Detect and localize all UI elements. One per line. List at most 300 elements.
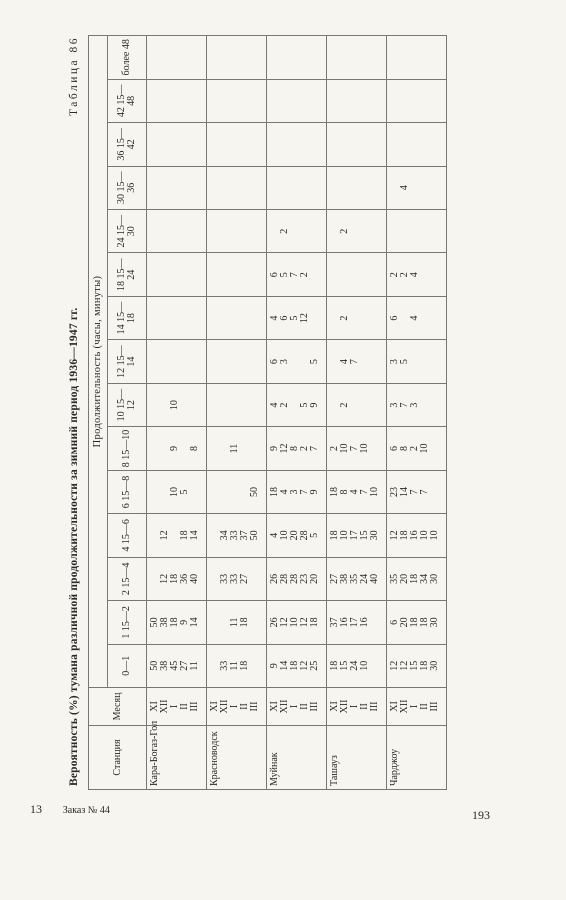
probability-value: 2: [399, 272, 410, 278]
probability-value: [150, 253, 160, 295]
probability-value: [250, 384, 260, 426]
value-cell: [207, 166, 267, 209]
probability-value: [220, 340, 230, 382]
month-label: II: [419, 703, 430, 710]
month-list: [267, 688, 327, 726]
probability-value: 6: [389, 315, 400, 321]
probability-value: 20: [399, 617, 410, 628]
probability-value: [150, 471, 160, 513]
footer-left: [30, 802, 110, 817]
probability-value: 12: [389, 660, 400, 671]
probability-value: [300, 36, 310, 79]
probability-value: [350, 210, 360, 252]
probability-value: [180, 167, 190, 209]
probability-value: [220, 167, 230, 209]
probability-value: [290, 36, 300, 79]
probability-value: [230, 340, 240, 382]
probability-value: 10: [279, 530, 290, 541]
value-cell: [267, 514, 327, 557]
probability-value: 17: [349, 617, 360, 628]
probability-value: 33: [229, 530, 240, 541]
probability-value: 18: [239, 660, 250, 671]
value-cell: [207, 514, 267, 557]
probability-value: [420, 297, 430, 339]
probability-value: [410, 167, 420, 209]
probability-value: [230, 384, 240, 426]
probability-value: [430, 80, 440, 122]
month-label: XII: [399, 699, 410, 714]
probability-value: [220, 297, 230, 339]
duration-column-header: 36 15—42: [108, 123, 147, 166]
probability-value: [190, 123, 200, 165]
duration-column-header: 0—1: [108, 644, 147, 687]
month-label: I: [169, 704, 180, 709]
probability-value: [180, 340, 190, 382]
probability-value: [230, 297, 240, 339]
probability-value: 3: [389, 402, 400, 408]
month-label: III: [249, 701, 260, 712]
probability-value: 16: [339, 617, 350, 628]
probability-value: [310, 80, 320, 122]
month-label: XII: [159, 699, 170, 714]
duration-column-header: 6 15—8: [108, 470, 147, 513]
probability-value: 4: [409, 315, 420, 321]
value-cell: [327, 340, 387, 383]
probability-value: 18: [179, 530, 190, 541]
value-cell: [207, 340, 267, 383]
probability-value: [250, 36, 260, 79]
probability-value: [220, 384, 230, 426]
probability-value: 12: [279, 617, 290, 628]
table-row: [207, 36, 267, 790]
probability-value: [330, 80, 340, 122]
probability-value: 2: [329, 446, 340, 452]
probability-value: 12: [399, 660, 410, 671]
probability-value: [170, 297, 180, 339]
probability-value: [240, 427, 250, 469]
probability-value: [180, 210, 190, 252]
value-cell: [267, 296, 327, 339]
probability-value: 8: [189, 446, 200, 452]
probability-value: 11: [229, 617, 240, 628]
duration-column-header: более 48: [108, 36, 147, 80]
probability-value: 11: [229, 443, 240, 454]
probability-value: 14: [189, 530, 200, 541]
value-cell: [147, 427, 207, 470]
probability-value: 4: [269, 315, 280, 321]
probability-value: 34: [219, 530, 230, 541]
probability-value: 10: [369, 486, 380, 497]
probability-value: [230, 36, 240, 79]
month-label: I: [349, 704, 360, 709]
probability-value: [420, 253, 430, 295]
probability-value: 16: [409, 530, 420, 541]
value-cell: [327, 383, 387, 426]
probability-value: [430, 36, 440, 79]
probability-value: [190, 253, 200, 295]
probability-value: [360, 253, 370, 295]
probability-value: 7: [349, 446, 360, 452]
probability-value: [310, 36, 320, 79]
probability-value: [310, 253, 320, 295]
probability-value: [360, 340, 370, 382]
probability-value: [340, 123, 350, 165]
probability-value: [170, 123, 180, 165]
probability-value: 18: [329, 660, 340, 671]
probability-value: [350, 167, 360, 209]
probability-value: 38: [339, 573, 350, 584]
probability-value: [180, 297, 190, 339]
value-cell: [327, 79, 387, 122]
probability-value: [220, 471, 230, 513]
probability-value: 12: [299, 313, 310, 324]
probability-value: [370, 210, 380, 252]
probability-value: [370, 80, 380, 122]
probability-value: 40: [189, 573, 200, 584]
month-label: XI: [389, 701, 400, 712]
probability-value: [420, 340, 430, 382]
probability-value: [400, 36, 410, 79]
value-cell: [147, 644, 207, 687]
month-label: XII: [219, 699, 230, 714]
month-label: II: [239, 703, 250, 710]
probability-value: [390, 123, 400, 165]
probability-value: 18: [269, 486, 280, 497]
table-row: [387, 36, 447, 790]
probability-value: 16: [359, 617, 370, 628]
value-cell: [327, 296, 387, 339]
probability-value: 18: [329, 530, 340, 541]
probability-value: [280, 80, 290, 122]
probability-value: [220, 36, 230, 79]
month-label: II: [179, 703, 190, 710]
probability-value: 9: [269, 663, 280, 669]
value-cell: [327, 514, 387, 557]
probability-value: [420, 210, 430, 252]
value-cell: [267, 644, 327, 687]
probability-value: 4: [399, 185, 410, 191]
duration-column-header: 12 15—14: [108, 340, 147, 383]
probability-value: [190, 471, 200, 513]
probability-value: [410, 123, 420, 165]
station-name: Чарджоу: [387, 726, 447, 790]
table-title: Вероятность (%) тумана различной продолжительности за зимний период 1936—1947 гг.: [68, 307, 80, 786]
probability-value: [420, 384, 430, 426]
probability-value: 12: [389, 530, 400, 541]
probability-value: [170, 210, 180, 252]
probability-value: [150, 36, 160, 79]
probability-value: 7: [309, 446, 320, 452]
probability-value: 40: [369, 573, 380, 584]
value-cell: [387, 514, 447, 557]
probability-value: 7: [399, 402, 410, 408]
probability-value: 6: [269, 272, 280, 278]
probability-value: [250, 123, 260, 165]
probability-value: [240, 297, 250, 339]
probability-value: 2: [389, 272, 400, 278]
value-cell: [387, 36, 447, 80]
value-cell: [387, 601, 447, 644]
probability-value: [160, 340, 170, 382]
probability-value: [290, 340, 300, 382]
probability-value: 7: [289, 272, 300, 278]
probability-value: [360, 80, 370, 122]
value-cell: [267, 557, 327, 600]
probability-value: 7: [359, 489, 370, 495]
probability-value: 38: [159, 617, 170, 628]
probability-value: 10: [359, 660, 370, 671]
probability-value: [210, 297, 220, 339]
value-cell: [207, 557, 267, 600]
probability-value: [160, 80, 170, 122]
probability-value: [160, 253, 170, 295]
month-label: I: [289, 704, 300, 709]
value-cell: [147, 36, 207, 80]
month-list: [387, 688, 447, 726]
probability-value: 8: [339, 489, 350, 495]
probability-value: [230, 210, 240, 252]
probability-value: 9: [179, 619, 190, 625]
value-cell: [147, 383, 207, 426]
month-label: XI: [329, 701, 340, 712]
probability-value: 4: [269, 532, 280, 538]
probability-value: [430, 297, 440, 339]
order-number: Заказ № 44: [62, 805, 110, 816]
month-label: III: [309, 701, 320, 712]
probability-value: [430, 384, 440, 426]
value-cell: [267, 427, 327, 470]
probability-value: [300, 80, 310, 122]
probability-value: [250, 427, 260, 469]
probability-value: [280, 36, 290, 79]
probability-value: [400, 210, 410, 252]
value-cell: [207, 427, 267, 470]
probability-value: [390, 36, 400, 79]
probability-value: 2: [279, 402, 290, 408]
value-cell: [147, 253, 207, 296]
value-cell: [207, 296, 267, 339]
probability-value: [310, 297, 320, 339]
probability-value: [150, 210, 160, 252]
probability-value: [410, 80, 420, 122]
probability-value: [420, 167, 430, 209]
probability-value: [180, 384, 190, 426]
probability-value: [370, 645, 380, 687]
duration-column-header: 1 15—2: [108, 601, 147, 644]
probability-value: 37: [239, 530, 250, 541]
probability-value: 15: [339, 660, 350, 671]
probability-value: 8: [289, 446, 300, 452]
month-label: III: [429, 701, 440, 712]
month-list: [147, 688, 207, 726]
probability-value: 10: [169, 486, 180, 497]
value-cell: [207, 383, 267, 426]
probability-value: [150, 297, 160, 339]
probability-value: [150, 167, 160, 209]
probability-value: [150, 123, 160, 165]
probability-value: [220, 210, 230, 252]
probability-value: 11: [229, 660, 240, 671]
probability-value: [210, 340, 220, 382]
value-cell: [147, 296, 207, 339]
probability-value: 37: [329, 617, 340, 628]
probability-value: [340, 36, 350, 79]
probability-value: 10: [289, 617, 300, 628]
rotated-table-block: [66, 30, 476, 790]
probability-value: 4: [269, 402, 280, 408]
probability-value: 38: [159, 660, 170, 671]
probability-value: [250, 253, 260, 295]
month-list: [327, 688, 387, 726]
probability-value: [240, 167, 250, 209]
value-cell: [267, 470, 327, 513]
probability-value: [250, 210, 260, 252]
value-cell: [327, 470, 387, 513]
probability-value: 4: [339, 359, 350, 365]
probability-value: [240, 340, 250, 382]
duration-column-header: 4 15—6: [108, 514, 147, 557]
probability-value: [340, 80, 350, 122]
probability-value: 18: [399, 530, 410, 541]
value-cell: [147, 210, 207, 253]
probability-value: 27: [179, 660, 190, 671]
probability-value: 8: [399, 446, 410, 452]
probability-value: [180, 36, 190, 79]
probability-value: [310, 210, 320, 252]
probability-value: 28: [289, 573, 300, 584]
value-cell: [387, 557, 447, 600]
probability-value: 30: [429, 573, 440, 584]
duration-column-header: 30 15—36: [108, 166, 147, 209]
probability-value: [280, 167, 290, 209]
probability-value: 50: [249, 530, 260, 541]
probability-value: 10: [339, 443, 350, 454]
probability-value: [250, 558, 260, 600]
probability-value: 7: [349, 359, 360, 365]
probability-value: 33: [229, 573, 240, 584]
duration-column-header: 10 15—12: [108, 383, 147, 426]
probability-value: [210, 471, 220, 513]
probability-value: [180, 80, 190, 122]
value-cell: [207, 253, 267, 296]
value-cell: [327, 601, 387, 644]
probability-value: [430, 471, 440, 513]
probability-value: [210, 167, 220, 209]
probability-value: 7: [409, 489, 420, 495]
fog-probability-table: [88, 35, 447, 790]
value-cell: [327, 210, 387, 253]
duration-column-header: 24 15—30: [108, 210, 147, 253]
probability-value: 9: [309, 489, 320, 495]
value-cell: [327, 123, 387, 166]
duration-column-header: 2 15—4: [108, 557, 147, 600]
probability-value: [290, 80, 300, 122]
probability-value: 4: [349, 489, 360, 495]
probability-value: [430, 167, 440, 209]
station-name: Красноводск: [207, 726, 267, 790]
value-cell: [207, 36, 267, 80]
month-label: XII: [279, 699, 290, 714]
probability-value: [370, 167, 380, 209]
value-cell: [207, 210, 267, 253]
probability-value: 10: [419, 443, 430, 454]
probability-value: [160, 297, 170, 339]
duration-column-header: 42 15—48: [108, 79, 147, 122]
probability-value: [330, 253, 340, 295]
probability-value: 20: [399, 573, 410, 584]
probability-value: [410, 210, 420, 252]
probability-value: 9: [309, 402, 320, 408]
value-cell: [327, 427, 387, 470]
probability-value: [160, 36, 170, 79]
value-cell: [387, 123, 447, 166]
probability-value: [230, 471, 240, 513]
duration-header-row: [108, 36, 147, 790]
probability-value: 3: [279, 359, 290, 365]
probability-value: 30: [429, 660, 440, 671]
probability-value: [240, 123, 250, 165]
probability-value: 12: [159, 530, 170, 541]
probability-value: 6: [389, 446, 400, 452]
probability-value: 3: [289, 489, 300, 495]
probability-value: [210, 36, 220, 79]
probability-value: [240, 384, 250, 426]
probability-value: [350, 253, 360, 295]
probability-value: 12: [279, 443, 290, 454]
probability-value: 3: [409, 402, 420, 408]
station-name: Кара-Богаз-Гол: [147, 726, 207, 790]
probability-value: 35: [349, 573, 360, 584]
probability-value: [390, 210, 400, 252]
probability-value: 24: [359, 573, 370, 584]
value-cell: [267, 79, 327, 122]
probability-value: [240, 253, 250, 295]
table-body: [147, 36, 447, 790]
probability-value: 26: [269, 617, 280, 628]
probability-value: 23: [299, 573, 310, 584]
duration-group-header: Продолжительность (часы, минуты): [89, 36, 108, 688]
probability-value: [160, 167, 170, 209]
station-column-header: Станция: [89, 726, 147, 790]
month-label: XII: [339, 699, 350, 714]
probability-value: [390, 80, 400, 122]
value-cell: [267, 166, 327, 209]
probability-value: [330, 123, 340, 165]
probability-value: [220, 123, 230, 165]
probability-value: [190, 167, 200, 209]
probability-value: 26: [269, 573, 280, 584]
value-cell: [267, 123, 327, 166]
probability-value: 9: [269, 446, 280, 452]
probability-value: 20: [309, 573, 320, 584]
probability-value: 12: [299, 660, 310, 671]
probability-value: [410, 340, 420, 382]
probability-value: [250, 167, 260, 209]
probability-value: 33: [219, 660, 230, 671]
probability-value: [270, 167, 280, 209]
probability-value: 18: [419, 617, 430, 628]
probability-value: 18: [419, 660, 430, 671]
probability-value: [430, 210, 440, 252]
probability-value: [350, 297, 360, 339]
probability-value: [360, 36, 370, 79]
probability-value: [160, 123, 170, 165]
value-cell: [387, 79, 447, 122]
probability-value: 25: [309, 660, 320, 671]
month-column-header: Месяц: [89, 688, 147, 726]
probability-value: 5: [309, 532, 320, 538]
value-cell: [207, 470, 267, 513]
